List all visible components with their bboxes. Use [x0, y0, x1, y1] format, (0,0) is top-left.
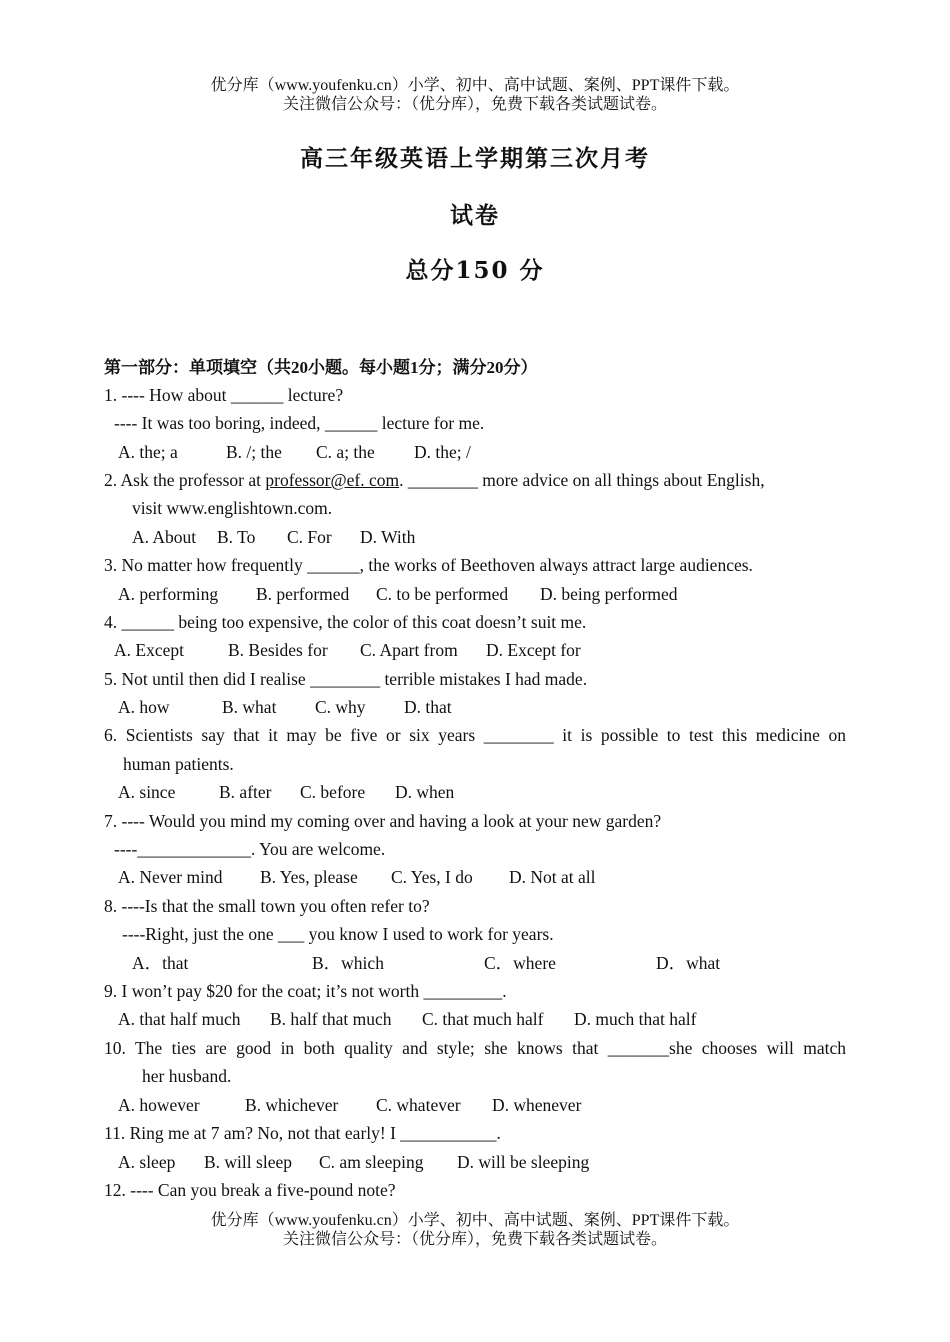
exam-subtitle: 试卷	[450, 202, 500, 229]
question-6-stem-2: human patients.	[123, 754, 234, 774]
option-c[interactable]: C．where	[484, 953, 556, 973]
option-b[interactable]: B. Yes, please	[260, 867, 358, 887]
professor-email-link[interactable]: professor@ef. com	[265, 470, 400, 490]
question-5-stem: 5. Not until then did I realise ________ terrible mistakes I had made.	[104, 669, 588, 689]
option-b[interactable]: B. To	[217, 527, 256, 547]
page-header	[0, 76, 950, 114]
option-d[interactable]: D. Not at all	[509, 867, 596, 887]
option-a[interactable]: A. the; a	[118, 442, 178, 462]
option-c[interactable]: C. that much half	[422, 1009, 544, 1029]
header-line-2: 关注微信公众号：（优分库），免费下载各类试题试卷。	[282, 96, 667, 113]
question-2-stem-2: visit www.englishtown.com.	[132, 498, 333, 518]
section-heading: 第一部分：单项填空（共20小题。每小题1分；满分20分）	[104, 358, 538, 377]
exam-total-score: 总分150 分	[405, 257, 545, 284]
option-d[interactable]: D. being performed	[540, 584, 678, 604]
option-c[interactable]: C. For	[287, 527, 332, 547]
question-6-stem: 6. Scientists say that it may be five or six years ________ it is possible to test this medicine on	[104, 725, 846, 745]
question-11-options	[118, 1151, 589, 1173]
question-4-stem: 4. ______ being too expensive, the color of this coat doesn’t suit me.	[104, 612, 587, 632]
question-4-options	[114, 639, 581, 661]
question-1-stem: 1. ---- How about ______ lecture?	[104, 385, 344, 405]
option-a[interactable]: A. how	[118, 697, 170, 717]
question-7-stem-2: ----_____________. You are welcome.	[114, 839, 386, 859]
option-d[interactable]: D. the; /	[414, 442, 471, 462]
option-d[interactable]: D. will be sleeping	[457, 1152, 590, 1172]
question-2-options	[132, 526, 415, 548]
option-a[interactable]: A. however	[118, 1095, 200, 1115]
question-7-options	[118, 866, 596, 888]
question-8-options	[132, 952, 720, 974]
option-d[interactable]: D. Except for	[486, 640, 581, 660]
option-c[interactable]: C. before	[300, 782, 366, 802]
question-6-options	[118, 781, 454, 803]
option-a[interactable]: A. since	[118, 782, 176, 802]
question-5-options	[118, 696, 452, 718]
option-d[interactable]: D. With	[360, 527, 416, 547]
option-a[interactable]: A. About	[132, 527, 197, 547]
option-c[interactable]: C. why	[315, 697, 366, 717]
question-10-options	[118, 1094, 581, 1116]
option-b[interactable]: B. /; the	[226, 442, 282, 462]
option-b[interactable]: B. performed	[256, 584, 350, 604]
option-d[interactable]: D. whenever	[492, 1095, 582, 1115]
question-11-stem: 11. Ring me at 7 am? No, not that early! I ___________.	[104, 1123, 501, 1143]
question-8-stem-2: ----Right, just the one ___ you know I used to work for years.	[122, 924, 554, 944]
question-2-stem-start: 2. Ask the professor at	[104, 470, 266, 490]
question-10-stem: 10. The ties are good in both quality and style; she knows that _______she chooses will match	[104, 1038, 846, 1058]
question-9-stem: 9. I won’t pay $20 for the coat; it’s not worth _________.	[104, 981, 507, 1001]
option-b[interactable]: B. what	[222, 697, 277, 717]
question-8-stem: 8. ----Is that the small town you often refer to?	[104, 896, 430, 916]
option-c[interactable]: C. am sleeping	[319, 1152, 424, 1172]
footer-line-1: 优分库（www.youfenku.cn）小学、初中、高中试题、案例、PPT课件下载。	[210, 1212, 740, 1229]
option-c[interactable]: C. whatever	[376, 1095, 461, 1115]
exam-title: 高三年级英语上学期第三次月考	[300, 145, 650, 172]
question-7-stem: 7. ---- Would you mind my coming over and having a look at your new garden?	[104, 811, 662, 831]
option-d[interactable]: D. that	[404, 697, 452, 717]
question-1-options	[118, 441, 471, 463]
option-d[interactable]: D. when	[395, 782, 455, 802]
option-a[interactable]: A. sleep	[118, 1152, 176, 1172]
question-3-stem: 3. No matter how frequently ______, the works of Beethoven always attract large audiences.	[104, 555, 753, 575]
option-a[interactable]: A. Except	[114, 640, 184, 660]
option-b[interactable]: B. whichever	[245, 1095, 339, 1115]
option-c[interactable]: C. Yes, I do	[391, 867, 473, 887]
option-b[interactable]: B. half that much	[270, 1009, 392, 1029]
question-12-stem: 12. ---- Can you break a five-pound note?	[104, 1180, 396, 1200]
option-d[interactable]: D．what	[656, 953, 721, 973]
option-a[interactable]: A. performing	[118, 584, 219, 604]
option-a[interactable]: A. Never mind	[118, 867, 223, 887]
option-c[interactable]: C. a; the	[316, 442, 375, 462]
question-9-options	[118, 1008, 696, 1030]
question-10-stem-2: her husband.	[142, 1066, 232, 1086]
option-d[interactable]: D. much that half	[574, 1009, 697, 1029]
question-2-stem	[104, 469, 765, 491]
option-a[interactable]: A．that	[132, 953, 189, 973]
footer-line-2: 关注微信公众号：（优分库），免费下载各类试题试卷。	[282, 1231, 667, 1248]
option-b[interactable]: B. Besides for	[228, 640, 328, 660]
option-a[interactable]: A. that half much	[118, 1009, 241, 1029]
option-b[interactable]: B. after	[219, 782, 272, 802]
option-b[interactable]: B．which	[312, 953, 384, 973]
question-1-stem-2: ---- It was too boring, indeed, ______ lecture for me.	[114, 413, 485, 433]
question-2-stem-end: . ________ more advice on all things about English,	[399, 470, 765, 490]
option-b[interactable]: B. will sleep	[204, 1152, 292, 1172]
header-line-1: 优分库（www.youfenku.cn）小学、初中、高中试题、案例、PPT课件下载。	[210, 77, 740, 94]
page-footer	[0, 1211, 950, 1249]
question-3-options	[118, 583, 678, 605]
option-c[interactable]: C. to be performed	[376, 584, 509, 604]
option-c[interactable]: C. Apart from	[360, 640, 458, 660]
